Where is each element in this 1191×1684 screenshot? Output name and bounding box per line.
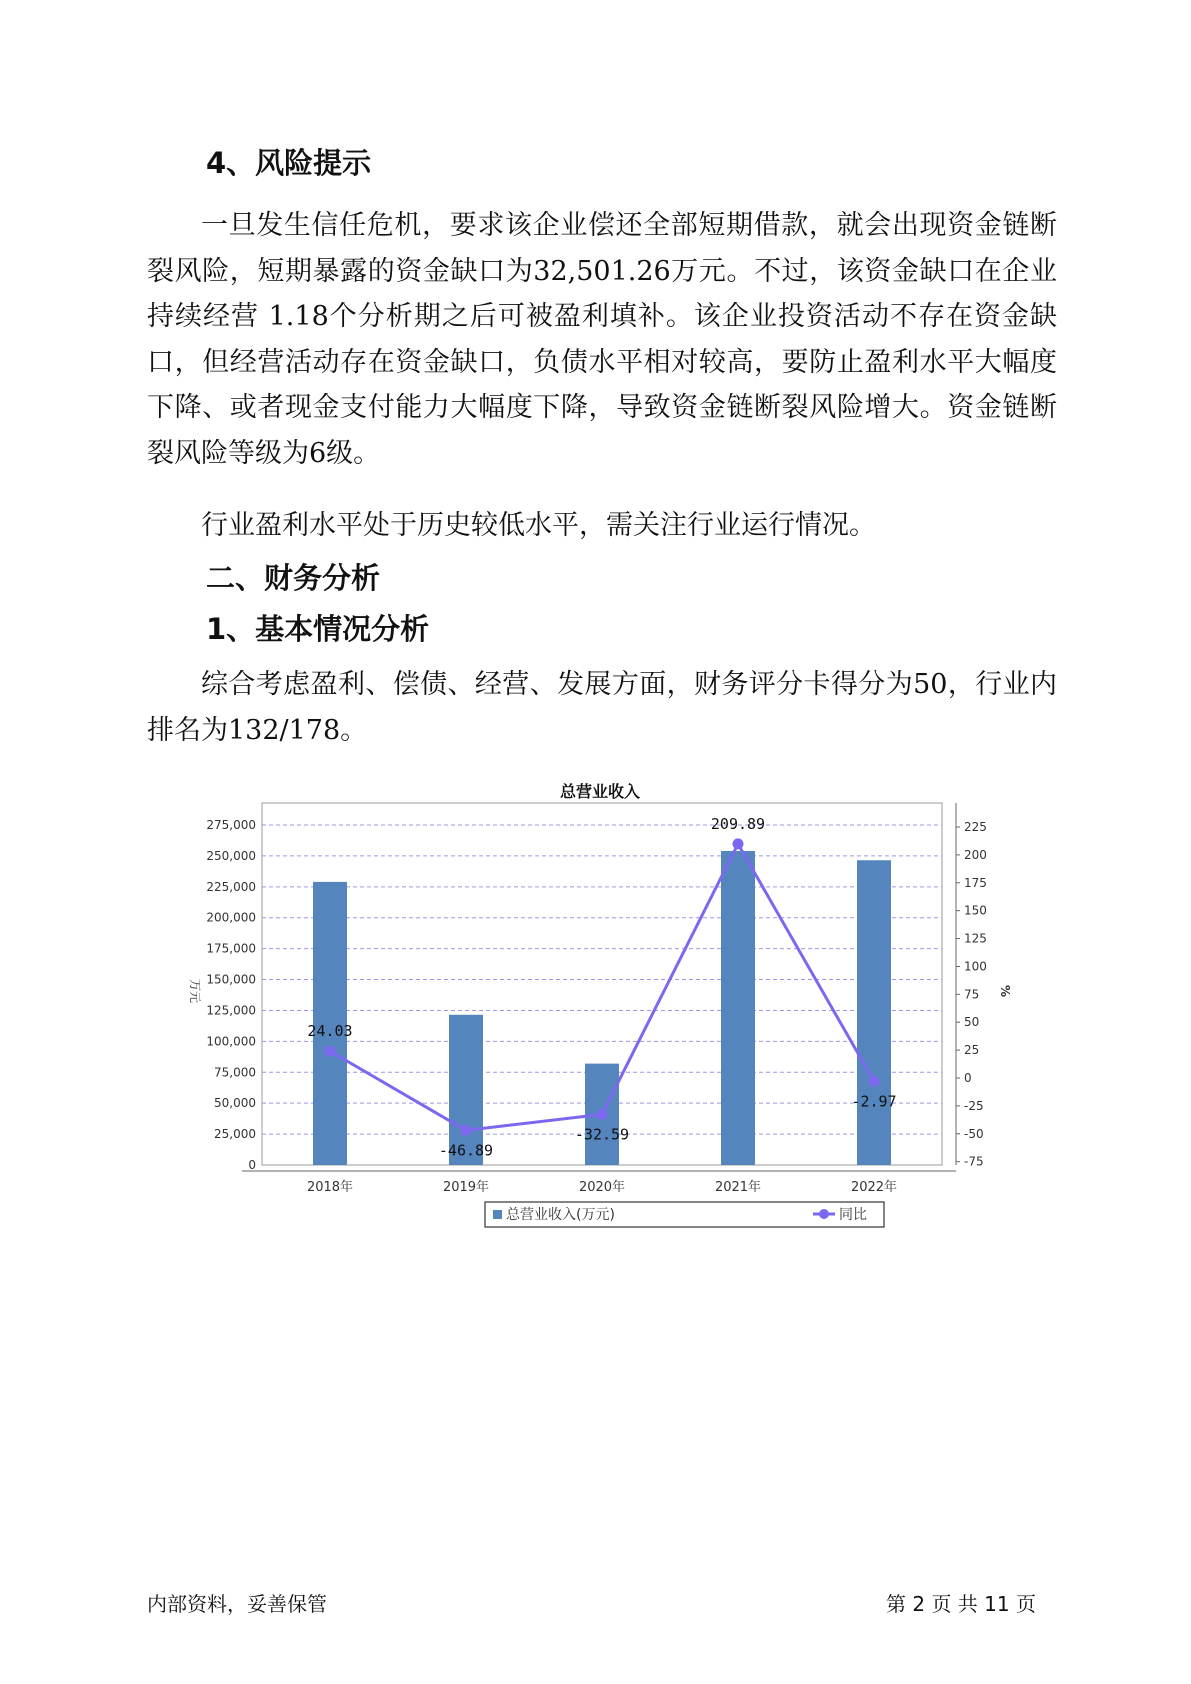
x-tick-label: 2018年 [306, 1180, 354, 1195]
chart-title: 总营业收入 [559, 782, 641, 801]
yoy-point [869, 1076, 880, 1087]
y-tick-label: 0 [248, 1158, 256, 1172]
y-tick-label: 125,000 [206, 1003, 256, 1018]
yoy-point [461, 1125, 472, 1136]
yoy-point [325, 1046, 336, 1057]
legend-bar-label: 总营业收入(万元) [506, 1207, 615, 1223]
yoy-data-label: 209.89 [710, 814, 766, 833]
y-tick-label: 200,000 [206, 910, 256, 925]
y-tick-label: 100,000 [206, 1034, 256, 1049]
y2-tick-label: 150 [964, 903, 987, 918]
yoy-data-label: -2.97 [851, 1092, 897, 1111]
industry-paragraph: 行业盈利水平处于历史较低水平，需关注行业运行情况。 [201, 510, 876, 541]
chart-legend [485, 1202, 884, 1227]
y-axis-label: 万元 [188, 978, 202, 1004]
yoy-data-label: -46.89 [438, 1141, 494, 1160]
y2-tick-label: 225 [964, 820, 987, 834]
risk-section-title: 4、风险提示 [206, 146, 372, 180]
y2-tick-label: 175 [964, 875, 987, 890]
legend-line-marker [819, 1209, 829, 1219]
y2-tick-label: 0 [964, 1071, 972, 1085]
legend-line-label: 同比 [839, 1207, 867, 1223]
y2-tick-label: -25 [964, 1098, 984, 1113]
x-tick-label: 2019年 [442, 1180, 490, 1195]
x-tick-label: 2022年 [850, 1180, 898, 1195]
risk-paragraph: 一旦发生信任危机，要求该企业偿还全部短期借款，就会出现资金链断裂风险，短期暴露的资金缺口为32,501.26万元。不过，该资金缺口在企业持续经营 1.18个分析期之后可被盈利填补。该企业投资活动不存在资金缺口，但经营活动存在资金缺口，负债水平相对较高，要防止盈利水平大幅度下降、或者现金支付能力大幅度下降，导致资金链断裂风险增大。资金链断裂风险等级为6级。 [147, 210, 1057, 469]
y-tick-label: 225,000 [206, 879, 256, 894]
y2-axis-label: % [998, 984, 1012, 998]
financial-analysis-title: 二、财务分析 [206, 561, 381, 595]
basic-analysis-title: 1、基本情况分析 [206, 612, 430, 646]
footer-confidential: 内部资料，妥善保管 [147, 1592, 327, 1616]
y-tick-label: 250,000 [206, 848, 256, 863]
legend-bar-swatch [493, 1210, 502, 1219]
y-tick-label: 175,000 [206, 941, 256, 956]
x-tick-label: 2020年 [578, 1180, 626, 1195]
yoy-point [597, 1109, 608, 1120]
x-tick-label: 2021年 [714, 1180, 762, 1195]
y-tick-label: 275,000 [206, 818, 256, 832]
y-tick-label: 75,000 [214, 1065, 256, 1080]
y2-tick-label: 50 [964, 1015, 980, 1030]
y2-tick-label: 25 [964, 1043, 980, 1058]
revenue-bar [857, 860, 891, 1165]
score-paragraph: 综合考虑盈利、偿债、经营、发展方面，财务评分卡得分为50，行业内排名为132/178。 [147, 669, 1057, 746]
revenue-chart [170, 775, 1030, 1245]
y2-tick-label: -75 [964, 1154, 984, 1169]
yoy-data-label: 24.03 [307, 1022, 353, 1041]
yoy-point [733, 838, 744, 849]
y-tick-label: 50,000 [214, 1096, 256, 1111]
footer-page-number: 第 2 页 共 11 页 [886, 1592, 1036, 1616]
y2-tick-label: -50 [964, 1126, 984, 1141]
y2-tick-label: 200 [964, 847, 987, 862]
yoy-data-label: -32.59 [574, 1125, 630, 1144]
y2-tick-label: 125 [964, 931, 987, 946]
y-tick-label: 25,000 [214, 1127, 256, 1142]
revenue-bar [721, 851, 755, 1165]
y2-tick-label: 100 [964, 959, 987, 974]
y2-tick-label: 75 [964, 987, 980, 1002]
y-tick-label: 150,000 [206, 972, 256, 987]
